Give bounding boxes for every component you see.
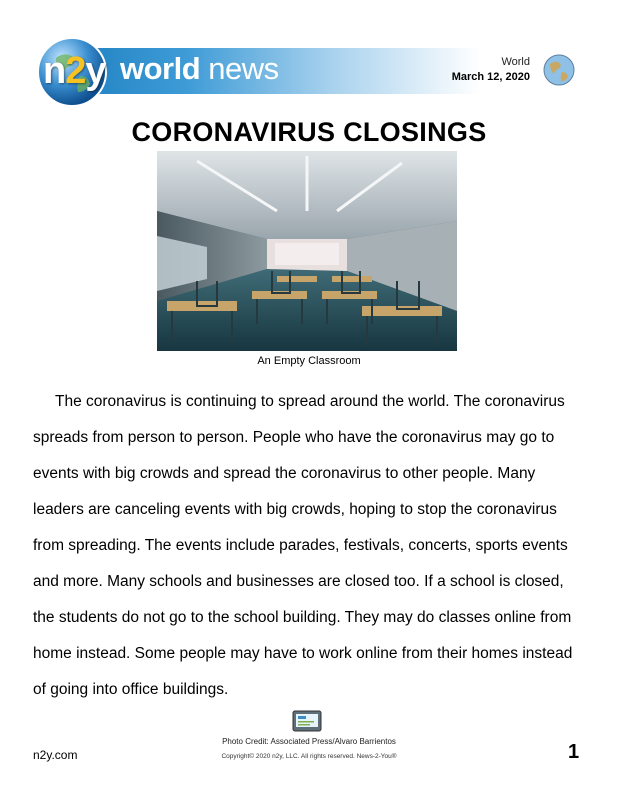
article-body: The coronavirus is continuing to spread around the world. The coronavirus spreads from person to person. People who have the coronavirus may go to events with big crowds and spread the coronavirus to other people. Many leaders are canceling events with big crowds, hoping to stop the coronavirus from spreading. The events include parades, festivals, concerts, sports events and more. Many schools and businesses are closed too. If a school is closed, the students do not go to the school building. They may do classes online from home instead. Some people may have to work online from their homes instead of going into office buildings. bbox=[33, 393, 573, 698]
copyright-notice: Copyright© 2020 n2y, LLC. All rights reserved. News-2-You® bbox=[221, 753, 397, 760]
photo-credit: Photo Credit: Associated Press/Alvaro Barrientos bbox=[222, 737, 396, 746]
article-title: CORONAVIRUS CLOSINGS bbox=[131, 117, 487, 147]
section-label: World bbox=[501, 56, 530, 68]
page-number: 1 bbox=[568, 741, 580, 763]
site-link[interactable]: n2y.com bbox=[33, 748, 78, 762]
n2y-logo: n2y bbox=[43, 50, 106, 92]
world-globe-icon bbox=[543, 54, 575, 86]
classroom-photo bbox=[157, 151, 457, 351]
issue-date: March 12, 2020 bbox=[451, 71, 530, 83]
computer-icon bbox=[292, 710, 322, 732]
photo-caption: An Empty Classroom bbox=[257, 355, 361, 367]
brand-title: world news bbox=[120, 51, 279, 86]
